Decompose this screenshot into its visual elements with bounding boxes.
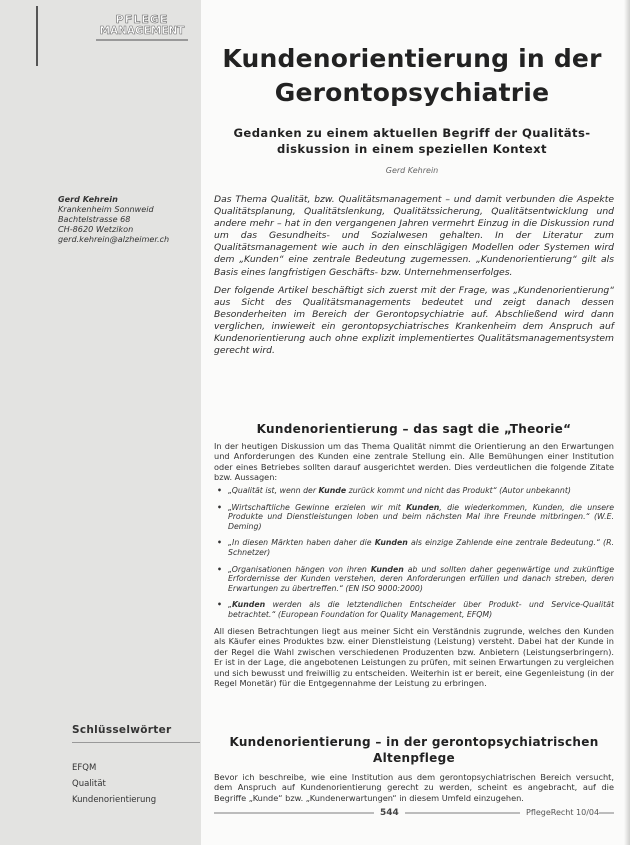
keywords-list — [72, 760, 200, 808]
quote-item: • „Organisationen hängen von ihren Kunden ab und sollten daher gegenwärtige und zukünftige Erfordernisse der Kunden verstehen, deren Anforderungen erfüllen und danach streben, deren Erwartungen zu übertreffen.“ (EN ISO 9000:2000) — [214, 565, 614, 594]
section-theory-conclusion: All diesen Betrachtungen liegt aus meiner Sicht ein Verständnis zugrunde, welches den Kunden als Käufer eines Produktes bzw. einer Dienstleistung (Leistung) versteht. Dabei hat der Kunde in der Regel die Wahl zwischen verschiedenen Produzenten bzw. Anbietern (Leistungserbringern). Er ist in der Lage, die angebotenen Leistungen zu prüfen, mit seinen Erwartungen zu vergleichen und sich bewusst und freiwillig zu entscheiden. Weiterhin ist er bereit, eine Gegenleistung (in der Regel Monetär) für die Entgegennahme der Leistung zu erbringen. — [214, 626, 614, 689]
article-title: Kundenorientierung in der Gerontopsychiatrie — [222, 44, 602, 107]
keywords-title: Schlüsselwörter — [72, 724, 172, 736]
section-theory-lead: In der heutigen Diskussion um das Thema Qualität nimmt die Orientierung an den Erwartungen und Anforderungen des Kunden eine zentrale Stellung ein. Alle Bemühungen einer Institution oder eines Betriebes sollten darauf ausgerichtet werden. Dies verdeutlichen die folgende Zitate bzw. Aussagen: — [214, 441, 614, 483]
page-edge-shadow — [624, 0, 630, 845]
quote-list — [214, 486, 614, 627]
quote-item: • „Kunden werden als die letztendlichen Entscheider über Produkt- und Service-Qualität betrachtet.“ (European Foundation for Quality Management, EFQM) — [214, 600, 614, 619]
article-byline: Gerd Kehrein — [385, 166, 439, 175]
section-heading-geronto: Kundenorientierung – in der gerontopsychiatrischen Altenpflege — [229, 735, 599, 765]
quote-item: • „Qualität ist, wenn der Kunde zurück kommt und nicht das Produkt“ (Autor unbekannt) — [214, 486, 614, 496]
author-address-line: Bachtelstrasse 68 — [58, 214, 131, 224]
keyword-item: Kundenorientierung — [72, 795, 157, 805]
author-box — [58, 194, 200, 244]
intro-paragraph: Das Thema Qualität, bzw. Qualitätsmanagement – und damit verbunden die Aspekte Qualitätsplanung, Qualitätslenkung, Qualitätssicherung, Qualitätsentwicklung und andere mehr – hat in den vergangenen Jahren vermehrt Einzug in die Diskussion rund um das Gesundheits- und Sozialwesen gehalten. In der Literatur zum Qualitätsmanagement wie auch in den einschlägigen Modellen oder Systemen wird dem „Kunden“ eine zentrale Bedeutung zugemessen. „Kundenorientierung“ gilt als Basis eines langfristigen Geschäfts- bzw. Unternehmenserfolges. — [214, 194, 614, 278]
intro-paragraph: Der folgende Artikel beschäftigt sich zuerst mit der Frage, was „Kundenorientierung“ aus Sicht des Qualitätsmanagements bedeutet und zeigt danach dessen Besonderheiten im Bereich der Gerontopsychiatrie auf. Abschließend wird dann verglichen, inwieweit ein gerontopsychiatrisches Krankenheim dem Anspruch auf Kundenorientierung auch ohne explizit implementiertes Qualitätsmanagementsystem gerecht wird. — [214, 284, 614, 357]
keyword-item: Qualität — [72, 779, 106, 789]
article-intro — [214, 194, 614, 363]
scan-edge — [36, 6, 38, 66]
author-address-line: CH-8620 Wetzikon — [58, 224, 134, 234]
sidebar-column — [0, 0, 201, 845]
logo-line-1: PFLEGE — [115, 13, 169, 26]
section-heading-theory: Kundenorientierung – das sagt die „Theorie“ — [256, 422, 572, 436]
journal-issue: PflegeRecht 10/04 — [520, 808, 599, 817]
keywords-divider — [72, 742, 200, 743]
logo-underline — [96, 39, 188, 41]
logo-line-2: MANAGEMENT — [99, 25, 185, 37]
author-name: Gerd Kehrein — [58, 194, 118, 204]
section-geronto-lead: Bevor ich beschreibe, wie eine Institution aus dem gerontopsychiatrischen Bereich versucht, dem Anspruch auf Kundenorientierung gerecht zu werden, scheint es angebracht, auf die Begriffe „Kunde“ bzw. „Kundenerwartungen“ in diesem Umfeld einzugehen. — [214, 772, 614, 803]
quote-item: • „In diesen Märkten haben daher die Kunden als einzige Zahlende eine zentrale Bedeutung.“ (R. Schnetzer) — [214, 538, 614, 557]
quote-item: • „Wirtschaftliche Gewinne erzielen wir mit Kunden, die wiederkommen, Kunden, die unsere Produkte und Dienstleistungen loben und beim nächsten Mal ihre Freunde mitbringen.“ (W.E. Deming) — [214, 503, 614, 532]
author-address-line: Krankenheim Sonnweid — [58, 204, 154, 214]
page-number: 544 — [374, 808, 405, 818]
author-email: gerd.kehrein@alzheimer.ch — [58, 234, 170, 244]
journal-logo — [96, 14, 188, 41]
article-subtitle: Gedanken zu einem aktuellen Begriff der Qualitäts-diskussion in einem speziellen Kontext — [233, 126, 591, 156]
keyword-item: EFQM — [72, 763, 97, 773]
